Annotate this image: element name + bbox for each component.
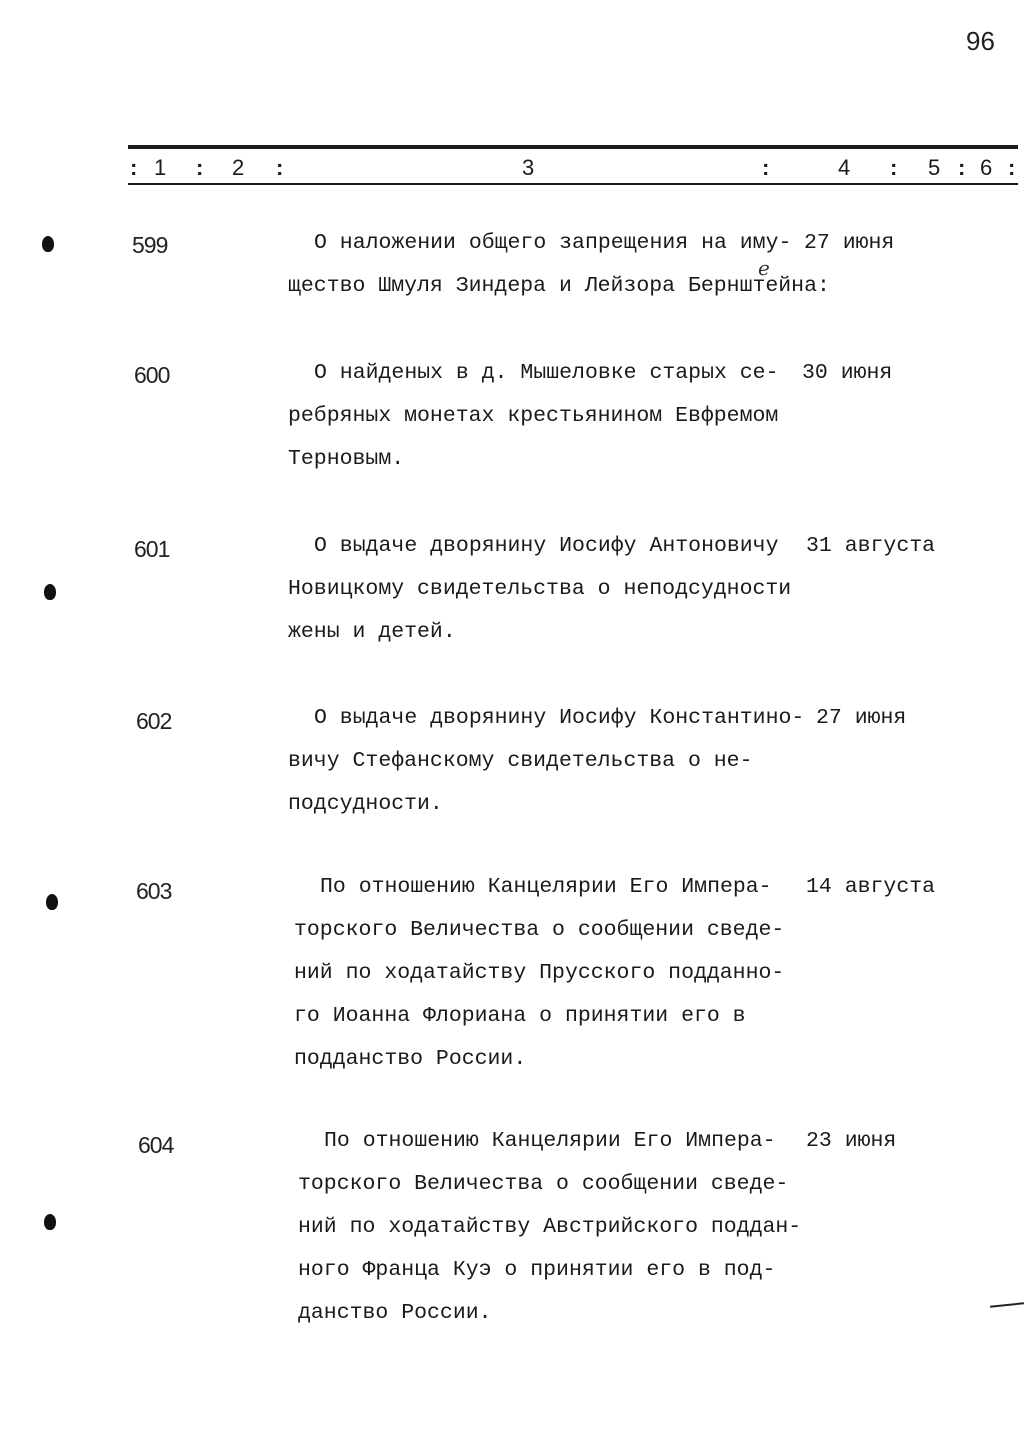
- entry-number: 600: [134, 362, 170, 388]
- entry-date: 27 июня: [804, 231, 895, 255]
- edge-mark: [990, 1302, 1024, 1308]
- entry-number: 602: [136, 708, 172, 734]
- entry-number: 601: [134, 536, 170, 562]
- header-separator: :: [276, 155, 284, 180]
- entry-date: 27 июня: [816, 706, 907, 730]
- header-col-1: 1: [154, 155, 167, 180]
- entry-description: [294, 866, 814, 1081]
- binding-hole: [42, 236, 54, 252]
- header-col-3: 3: [522, 155, 535, 180]
- binding-hole: [46, 894, 58, 910]
- entry-description: [288, 525, 808, 654]
- entry-description: [298, 1120, 818, 1335]
- binding-hole: [44, 584, 56, 600]
- entry-number: 604: [138, 1132, 174, 1158]
- header-col-4: 4: [838, 155, 851, 180]
- entry-line: ребряных монетах крестьянином Евфремом: [288, 404, 779, 428]
- entry-number: 603: [136, 878, 172, 904]
- entry-line: О выдаче дворянину Иосифу Антоновичу: [314, 534, 779, 558]
- entry-line: По отношению Канцелярии Его Импера-: [320, 875, 772, 899]
- entry-description: [288, 352, 808, 481]
- entry-line: О найденых в д. Мышеловке старых се-: [314, 361, 779, 385]
- entry-line: По отношению Канцелярии Его Импера-: [324, 1129, 776, 1153]
- entry-line: ного Франца Куэ о принятии его в под-: [298, 1258, 776, 1282]
- header-col-2: 2: [232, 155, 245, 180]
- entry-line: подданство России.: [294, 1047, 527, 1071]
- entry-line: торского Величества о сообщении сведе-: [298, 1172, 789, 1196]
- entry-description: [288, 697, 808, 826]
- header-separator: :: [958, 155, 966, 180]
- handwritten-correction: е: [758, 256, 770, 280]
- entry-line: О выдаче дворянину Иосифу Константино-: [314, 706, 805, 730]
- entry-line: торского Величества о сообщении сведе-: [294, 918, 785, 942]
- binding-hole: [44, 1214, 56, 1230]
- header-rule-bottom: [128, 183, 1018, 185]
- page-number: 96: [966, 26, 995, 56]
- entry-line: О наложении общего запрещения на иму-: [314, 231, 792, 255]
- entry-date: 14 августа: [806, 875, 936, 899]
- entry-line: Новицкому свидетельства о неподсудности: [288, 577, 792, 601]
- entry-line: Терновым.: [288, 447, 405, 471]
- entry-line: вичу Стефанскому свидетельства о не-: [288, 749, 753, 773]
- entry-line: щество Шмуля Зиндера и Лейзора Бернштейна:: [288, 274, 830, 298]
- header-separator: :: [196, 155, 204, 180]
- entry-description: [288, 222, 830, 308]
- header-separator: :: [890, 155, 898, 180]
- entry-line: ний по ходатайству Австрийского поддан-: [298, 1215, 802, 1239]
- column-header: [128, 155, 1018, 181]
- entry-date: 23 июня: [806, 1129, 897, 1153]
- entry-line: подсудности.: [288, 792, 443, 816]
- entry-line: жены и детей.: [288, 620, 456, 644]
- entry-number: 599: [132, 232, 168, 258]
- header-separator: :: [130, 155, 138, 180]
- entry-line: данство России.: [298, 1301, 492, 1325]
- header-separator: :: [1008, 155, 1016, 180]
- entry-date: 31 августа: [806, 534, 936, 558]
- entry-line: ний по ходатайству Прусского подданно-: [294, 961, 785, 985]
- entry-date: 30 июня: [802, 361, 893, 385]
- header-col-5: 5: [928, 155, 941, 180]
- entry-line: го Иоанна Флориана о принятии его в: [294, 1004, 746, 1028]
- header-separator: :: [762, 155, 770, 180]
- header-col-6: 6: [980, 155, 993, 180]
- header-rule-top: [128, 145, 1018, 149]
